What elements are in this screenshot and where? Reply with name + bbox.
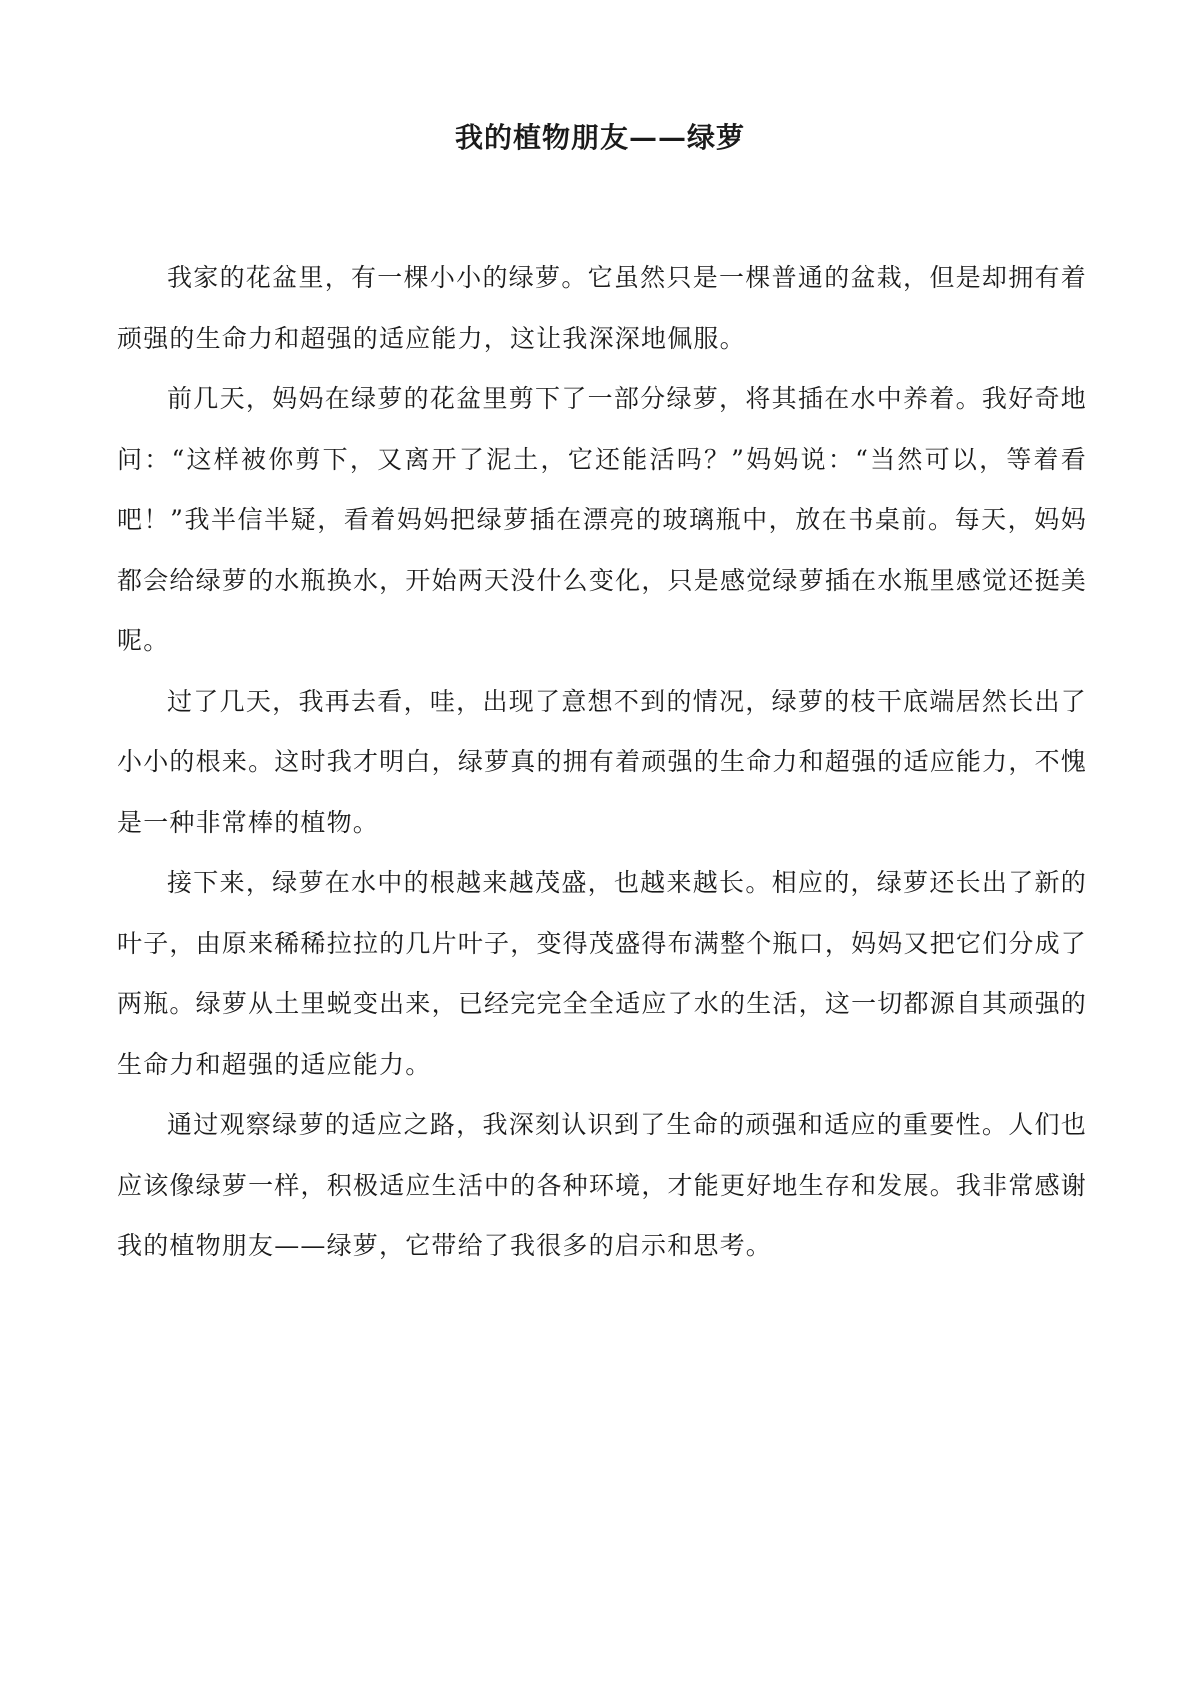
document-body (117, 248, 1087, 1277)
paragraph-2: 前几天，妈妈在绿萝的花盆里剪下了一部分绿萝，将其插在水中养着。我好奇地问：“这样被你剪下，又离开了泥土，它还能活吗？”妈妈说：“当然可以，等着看吧！”我半信半疑，看着妈妈把绿萝插在漂亮的玻璃瓶中，放在书桌前。每天，妈妈都会给绿萝的水瓶换水，开始两天没什么变化，只是感觉绿萝插在水瓶里感觉还挺美呢。 (117, 384, 1087, 655)
document-title: 我的植物朋友——绿萝 (454, 121, 745, 154)
paragraph-5: 通过观察绿萝的适应之路，我深刻认识到了生命的顽强和适应的重要性。人们也应该像绿萝一样，积极适应生活中的各种环境，才能更好地生存和发展。我非常感谢我的植物朋友——绿萝，它带给了我很多的启示和思考。 (117, 1110, 1087, 1260)
paragraph-1: 我家的花盆里，有一棵小小的绿萝。它虽然只是一棵普通的盆栽，但是却拥有着顽强的生命力和超强的适应能力，这让我深深地佩服。 (117, 263, 1087, 353)
paragraph-4: 接下来，绿萝在水中的根越来越茂盛，也越来越长。相应的，绿萝还长出了新的叶子，由原来稀稀拉拉的几片叶子，变得茂盛得布满整个瓶口，妈妈又把它们分成了两瓶。绿萝从土里蜕变出来，已经完完全全适应了水的生活，这一切都源自其顽强的生命力和超强的适应能力。 (117, 868, 1087, 1079)
paragraph-3: 过了几天，我再去看，哇，出现了意想不到的情况，绿萝的枝干底端居然长出了小小的根来。这时我才明白，绿萝真的拥有着顽强的生命力和超强的适应能力，不愧是一种非常棒的植物。 (117, 686, 1087, 837)
